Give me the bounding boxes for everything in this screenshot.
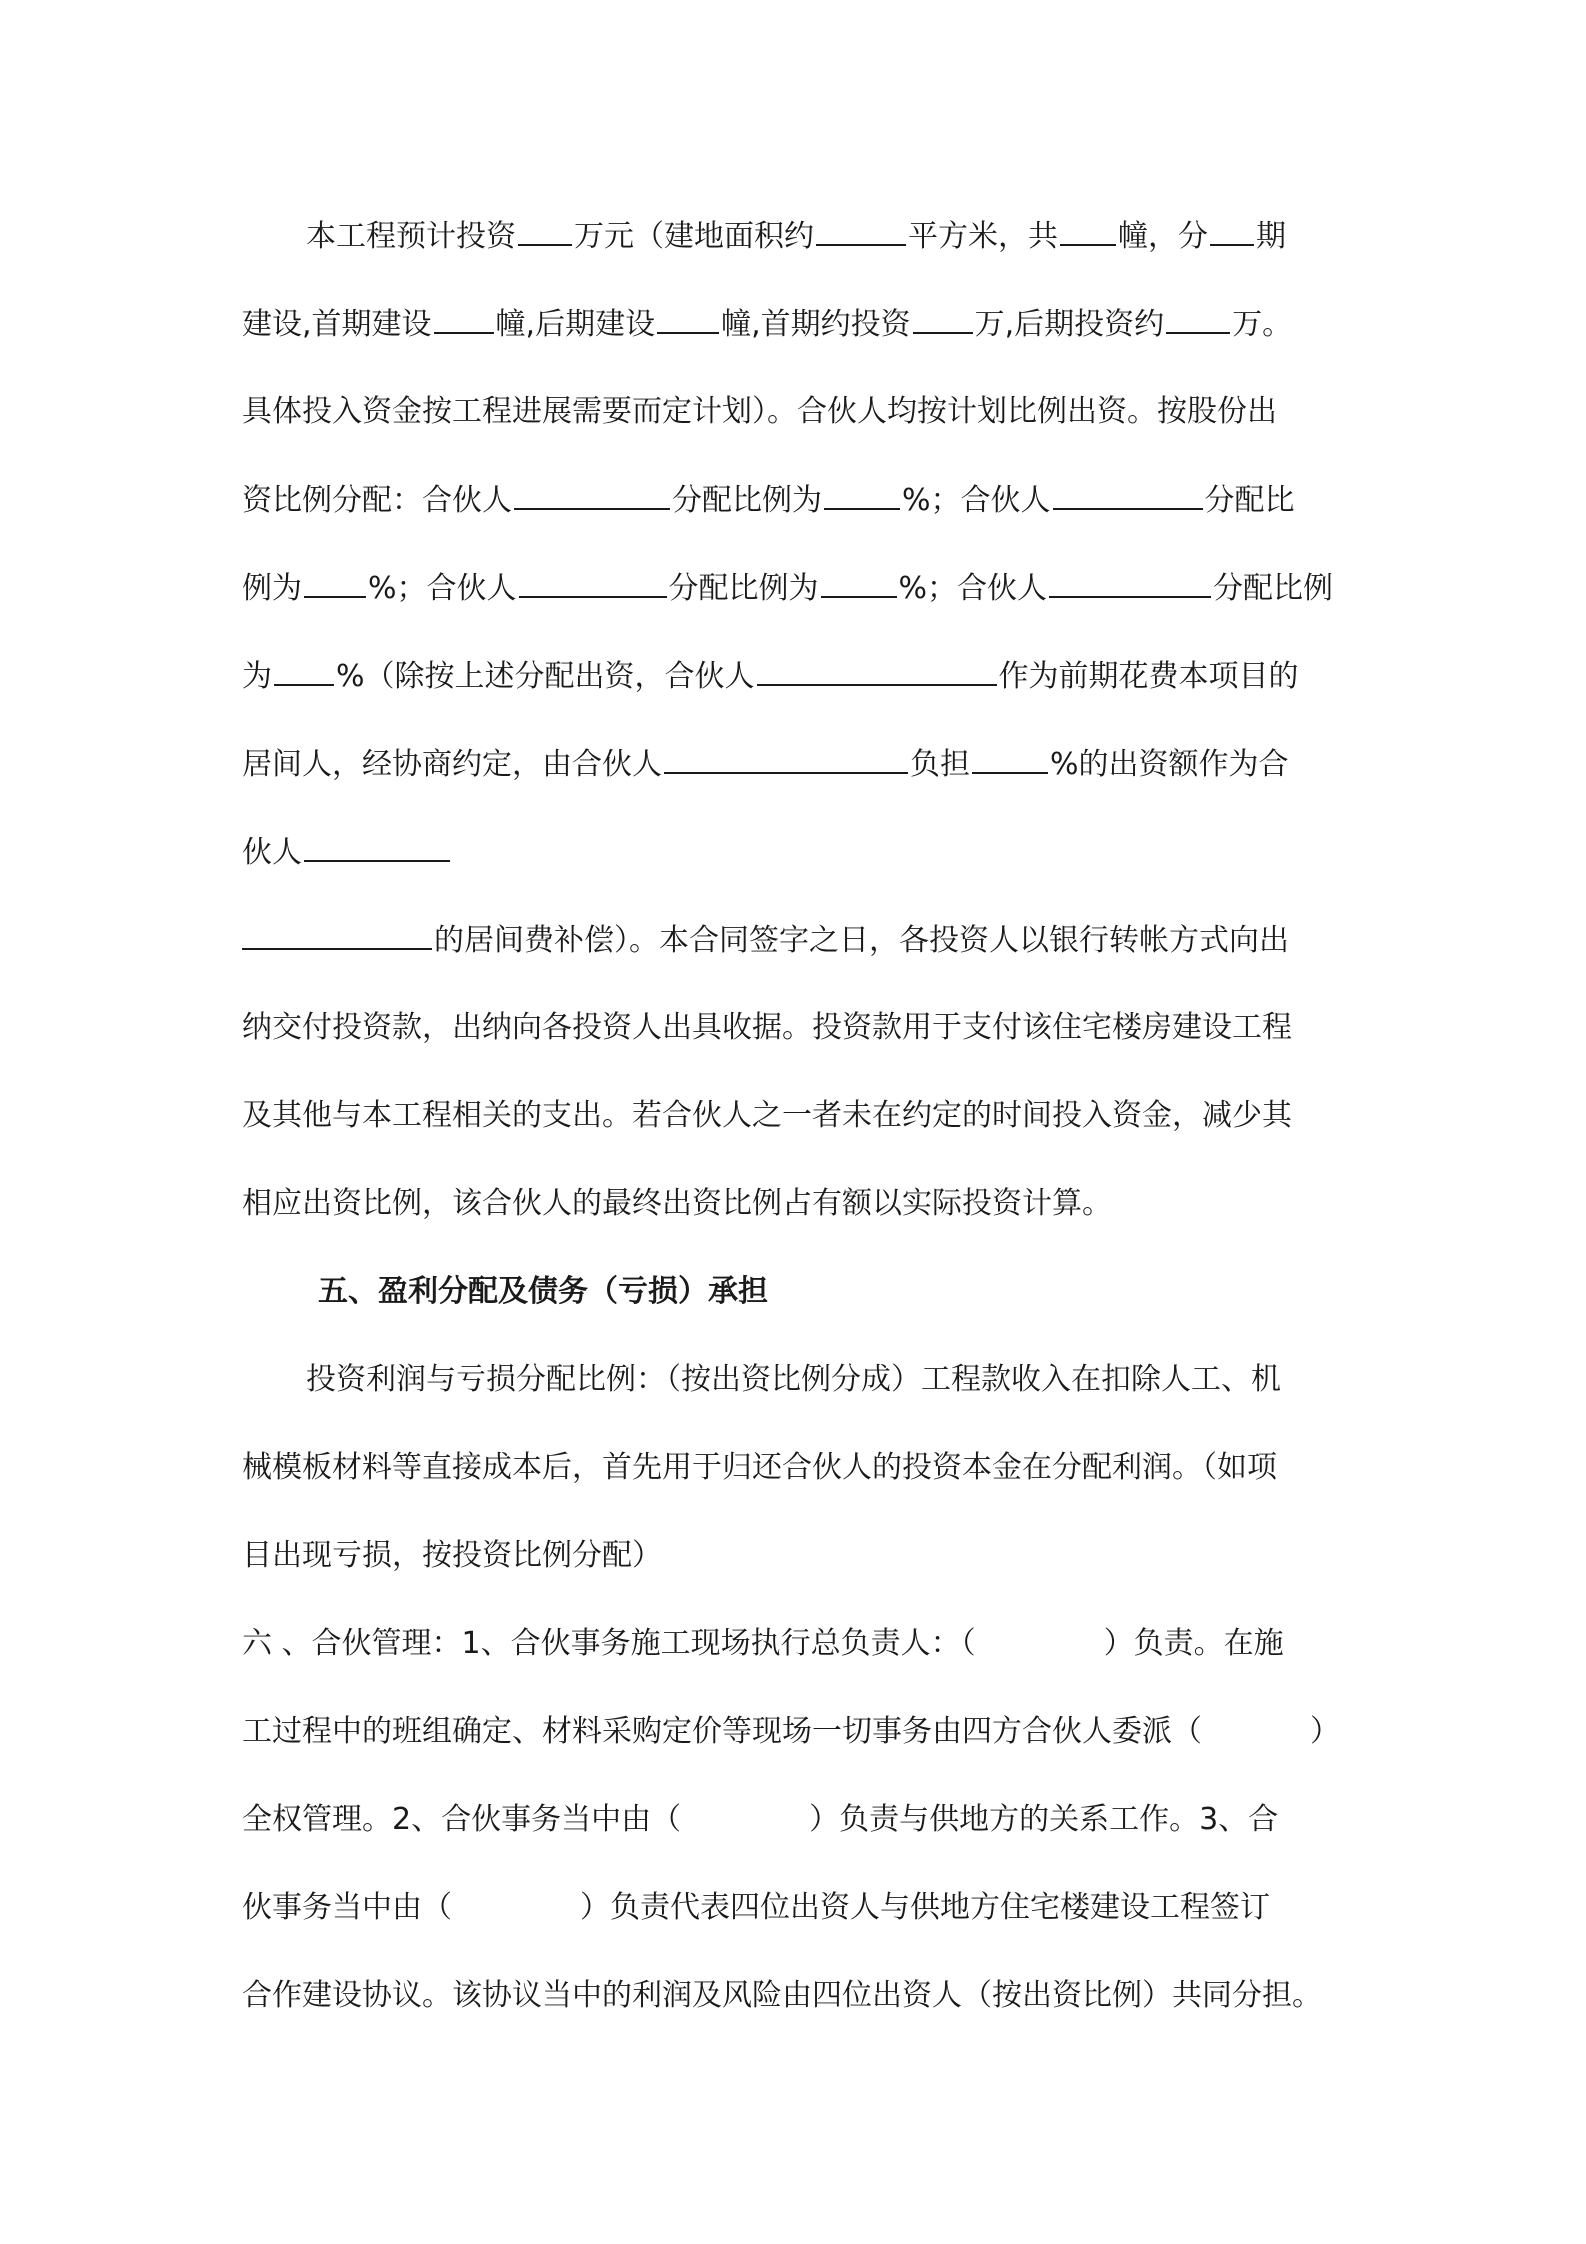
text-segment: 万,后期投资约 (974, 307, 1165, 342)
para1-line7 (242, 742, 1289, 787)
section-heading-5: 五、盈利分配及债务（亏损）承担 (318, 1274, 768, 1309)
text-segment: 建设,首期建设 (242, 307, 432, 342)
text-segment: 全权管理。2、合伙事务当中由（ (242, 1802, 682, 1837)
fill-blank[interactable] (1166, 302, 1230, 334)
para1-line11 (242, 1094, 1292, 1138)
text-segment: 万元（建地面积约 (574, 219, 814, 254)
fill-blank[interactable] (242, 918, 432, 950)
text-segment: 伙事务当中由（ (242, 1890, 452, 1925)
text-segment: 幢，分 (1118, 219, 1208, 254)
text-segment: 平方米，共 (908, 219, 1058, 254)
fill-blank[interactable] (824, 478, 900, 510)
text-segment: ）负责与供地方的关系工作。3、合 (809, 1802, 1279, 1837)
fill-blank[interactable] (304, 566, 366, 598)
para1-line12 (242, 1182, 1112, 1226)
text-segment: %（除按上述分配出资，合伙人 (336, 659, 755, 694)
text-segment: 万。 (1232, 307, 1293, 342)
para1-line2 (242, 302, 1292, 347)
text-segment: 幢,首期约投资 (721, 307, 911, 342)
para1-line8 (242, 830, 452, 875)
text-segment: ） (1310, 1714, 1340, 1749)
text-segment: 例为 (242, 571, 302, 606)
fill-blank[interactable] (657, 302, 719, 334)
text-segment: 负担 (910, 747, 970, 782)
fill-blank[interactable] (913, 302, 973, 334)
fill-blank[interactable] (514, 478, 670, 510)
text-segment: 分配比例 (1213, 571, 1334, 606)
para1-line1 (306, 214, 1286, 259)
fill-blank[interactable] (434, 302, 494, 334)
text-segment: 及其他与本工程相关的支出。若合伙人之一者未在约定的时间投入资金，减少其 (242, 1098, 1292, 1133)
para1-line5 (242, 566, 1333, 611)
text-segment: 分配比例为 (672, 483, 822, 518)
fill-blank[interactable] (304, 830, 450, 862)
fill-blank[interactable] (757, 654, 997, 686)
fill-blank[interactable] (1060, 214, 1116, 246)
text-segment: %；合伙人 (898, 571, 1048, 606)
text-segment: ）负责。在施 (1103, 1626, 1284, 1661)
text-segment: 相应出资比例，该合伙人的最终出资比例占有额以实际投资计算。 (242, 1186, 1112, 1221)
text-segment: 资比例分配：合伙人 (242, 483, 512, 518)
para6-line3 (242, 1798, 1278, 1842)
text-segment: 为 (242, 659, 272, 694)
text-segment: %的出资额作为合 (1050, 747, 1289, 782)
text-segment: 分配比 (1204, 483, 1295, 518)
text-segment: 居间人，经协商约定，由合伙人 (242, 747, 662, 782)
para6-line1 (242, 1622, 1284, 1666)
para1-line9 (242, 918, 1289, 963)
text-segment: ）负责代表四位出资人与供地方住宅楼建设工程签订 (580, 1890, 1270, 1925)
fill-blank[interactable] (274, 654, 334, 686)
para5-line1: 投资利润与亏损分配比例：（按出资比例分成）工程款收入在扣除人工、机 (306, 1362, 1281, 1397)
para6-line4 (242, 1886, 1270, 1930)
fill-blank[interactable] (519, 566, 667, 598)
text-segment: %；合伙人 (368, 571, 517, 606)
para1-line4 (242, 478, 1295, 523)
text-segment: 分配比例为 (668, 571, 819, 606)
para6-line2 (242, 1710, 1340, 1754)
text-segment: 具体投入资金按工程进展需要而定计划）。合伙人均按计划比例出资。按股份出 (242, 394, 1277, 429)
fill-blank[interactable] (816, 214, 906, 246)
text-segment: 期 (1256, 219, 1286, 254)
text-segment: 工过程中的班组确定、材料采购定价等现场一切事务由四方合伙人委派（ (242, 1714, 1202, 1749)
text-segment: 作为前期花费本项目的 (998, 659, 1299, 694)
text-segment: 幢,后期建设 (495, 307, 656, 342)
fill-blank[interactable] (1210, 214, 1254, 246)
para1-line10 (242, 1006, 1292, 1050)
fill-blank[interactable] (1049, 566, 1211, 598)
para1-line6 (242, 654, 1299, 699)
text-segment: %；合伙人 (902, 483, 1051, 518)
para6-line5 (242, 1974, 1322, 2018)
text-segment: 本工程预计投资 (306, 219, 516, 254)
fill-blank[interactable] (518, 214, 572, 246)
fill-blank[interactable] (972, 742, 1048, 774)
para1-line3 (242, 390, 1277, 434)
text-segment: 伙人 (242, 835, 302, 870)
para5-line2: 械模板材料等直接成本后，首先用于归还合伙人的投资本金在分配利润。（如项 (242, 1450, 1277, 1485)
text-segment: 纳交付投资款，出纳向各投资人出具收据。投资款用于支付该住宅楼房建设工程 (242, 1010, 1292, 1045)
fill-blank[interactable] (821, 566, 897, 598)
text-segment: 的居间费补偿）。本合同签字之日，各投资人以银行转帐方式向出 (434, 923, 1289, 958)
para5-line3: 目出现亏损，按投资比例分配） (242, 1538, 662, 1573)
text-segment: 合作建设协议。该协议当中的利润及风险由四位出资人（按出资比例）共同分担。 (242, 1978, 1322, 2013)
fill-blank[interactable] (664, 742, 908, 774)
text-segment: 六 、合伙管理：1、合伙事务施工现场执行总负责人：（ (242, 1626, 976, 1661)
fill-blank[interactable] (1053, 478, 1203, 510)
